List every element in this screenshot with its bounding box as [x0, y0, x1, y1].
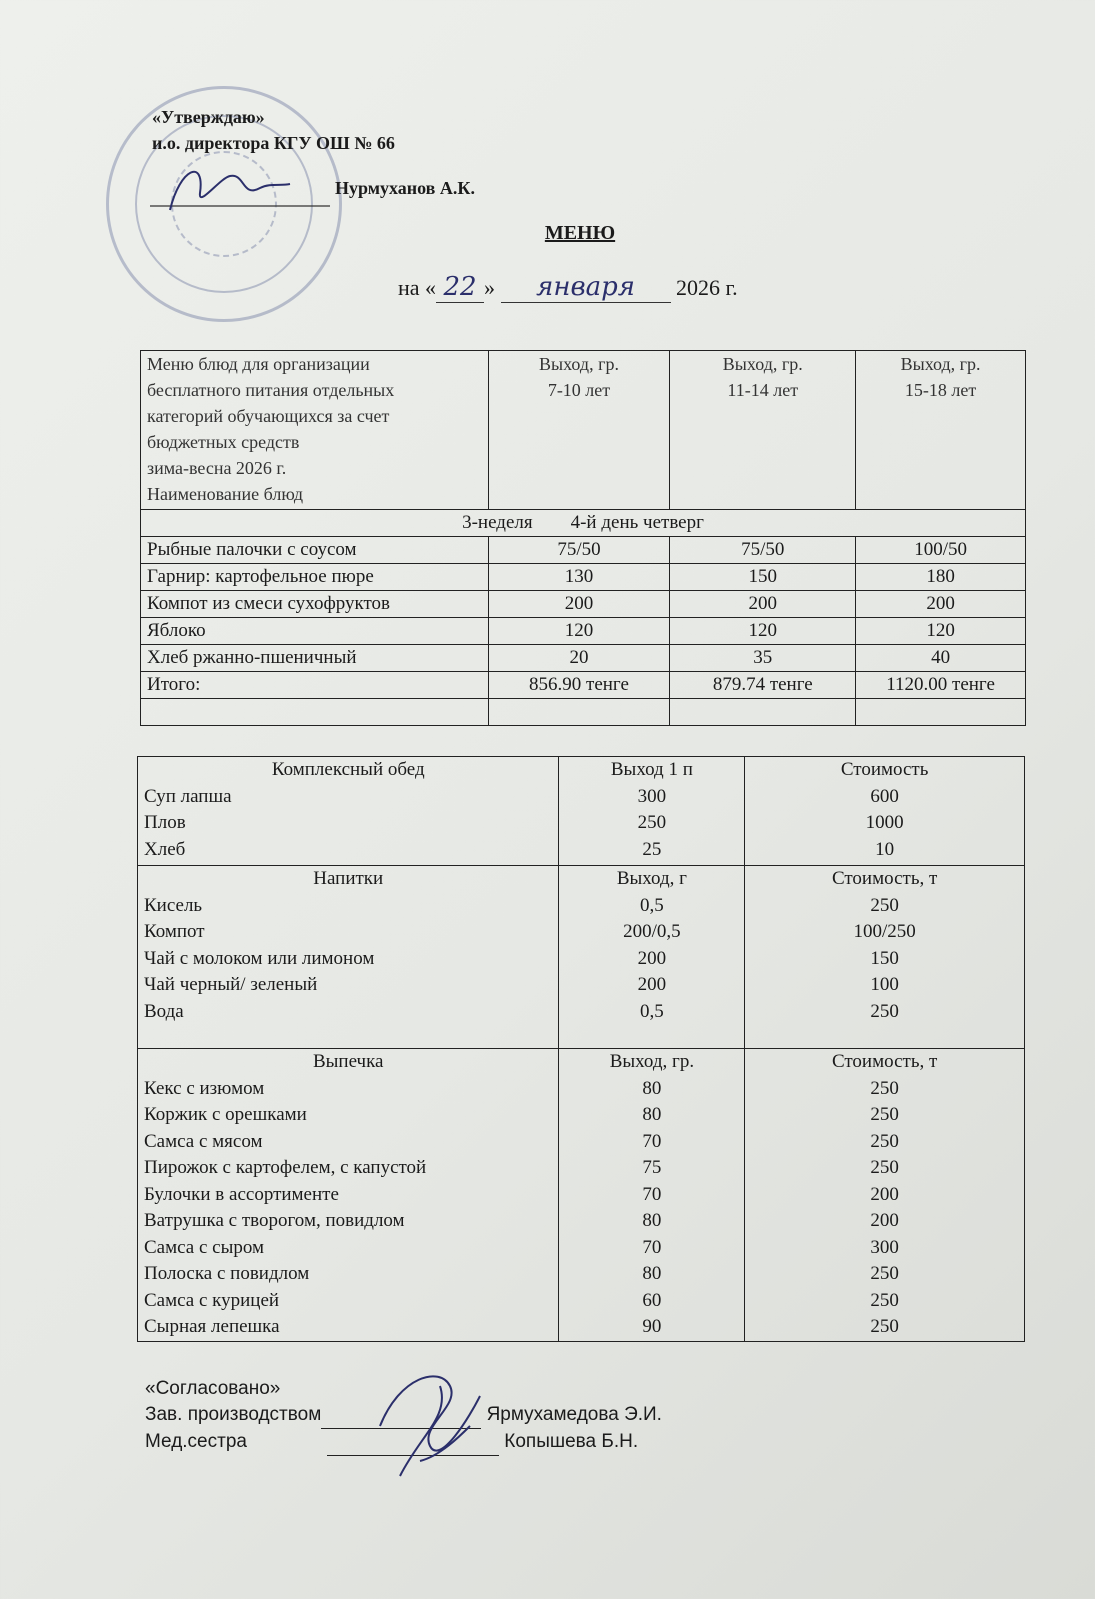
lunch-outputs: Выход 1 п 300 250 25 [559, 757, 745, 866]
lunch-costs: Стоимость 600 1000 10 [745, 757, 1025, 866]
lunch-section [138, 757, 1025, 866]
daily-menu-table [140, 350, 1026, 726]
empty-row [141, 699, 1026, 726]
drinks-section [138, 866, 1025, 1049]
bakery-outputs: Выход, гр. 80 80 70 75 70 80 70 80 60 90 [559, 1049, 745, 1342]
drinks-names: Напитки Кисель Компот Чай с молоком или лимоном Чай черный/ зеленый Вода [138, 866, 559, 1049]
table-row: Гарнир: картофельное пюре 130 150 180 [141, 564, 1026, 591]
bakery-names: Выпечка Кекс с изюмом Коржик с орешками Самса с мясом Пирожок с картофелем, с капустой Булочки в ассортименте Ватрушка с творогом, повидлом Самса с сыром Полоска с повидлом Самса с курицей Сырная лепешка [138, 1049, 559, 1342]
header-name-cell: Меню блюд для организации бесплатного питания отдельных категорий обучающихся за счет бюджетных средств зима-весна 2026 г. Наименование блюд [141, 351, 489, 510]
drinks-outputs: Выход, г 0,5 200/0,5 200 200 0,5 [559, 866, 745, 1049]
lunch-names: Комплексный обед Суп лапша Плов Хлеб [138, 757, 559, 866]
agreement-signatures [360, 1366, 500, 1486]
date-year: 2026 г. [676, 275, 738, 300]
table-row: Рыбные палочки с соусом 75/50 75/50 100/50 [141, 537, 1026, 564]
name-production: Ярмухамедова Э.И. [486, 1404, 662, 1425]
header-age-7-10: Выход, гр. 7-10 лет [488, 351, 670, 510]
date-month: января [501, 272, 671, 303]
total-row: Итого: 856.90 тенге 879.74 тенге 1120.00 тенге [141, 672, 1026, 699]
agreed-label: «Согласовано» [145, 1378, 281, 1399]
table-row: Хлеб ржанно-пшеничный 20 35 40 [141, 645, 1026, 672]
name-nurse: Копышева Б.Н. [504, 1431, 639, 1452]
page-title: МЕНЮ [544, 222, 616, 244]
table-row: Компот из смеси сухофруктов 200 200 200 [141, 591, 1026, 618]
role-production: Зав. производством [145, 1404, 322, 1425]
table-header-row [141, 351, 1026, 510]
buffet-menu-table [137, 756, 1025, 1342]
bakery-section [138, 1049, 1025, 1342]
bakery-costs: Стоимость, т 250 250 250 250 200 200 300 250 250 250 [745, 1049, 1025, 1342]
week-day-label: 3-неделя 4-й день четверг [141, 510, 1026, 537]
role-nurse: Мед.сестра [145, 1431, 247, 1452]
date-line: на « 22 » января 2026 г. [398, 272, 738, 302]
drinks-costs: Стоимость, т 250 100/250 150 100 250 [745, 866, 1025, 1049]
approval-title: «Утверждаю» [152, 107, 265, 127]
approval-block [152, 104, 395, 156]
header-age-15-18: Выход, гр. 15-18 лет [856, 351, 1026, 510]
header-age-11-14: Выход, гр. 11-14 лет [670, 351, 856, 510]
approval-position: и.о. директора КГУ ОШ № 66 [152, 133, 395, 153]
director-signature [150, 158, 330, 218]
director-name: Нурмуханов А.К. [335, 178, 475, 198]
table-row: Яблоко 120 120 120 [141, 618, 1026, 645]
date-day: 22 [436, 272, 484, 303]
